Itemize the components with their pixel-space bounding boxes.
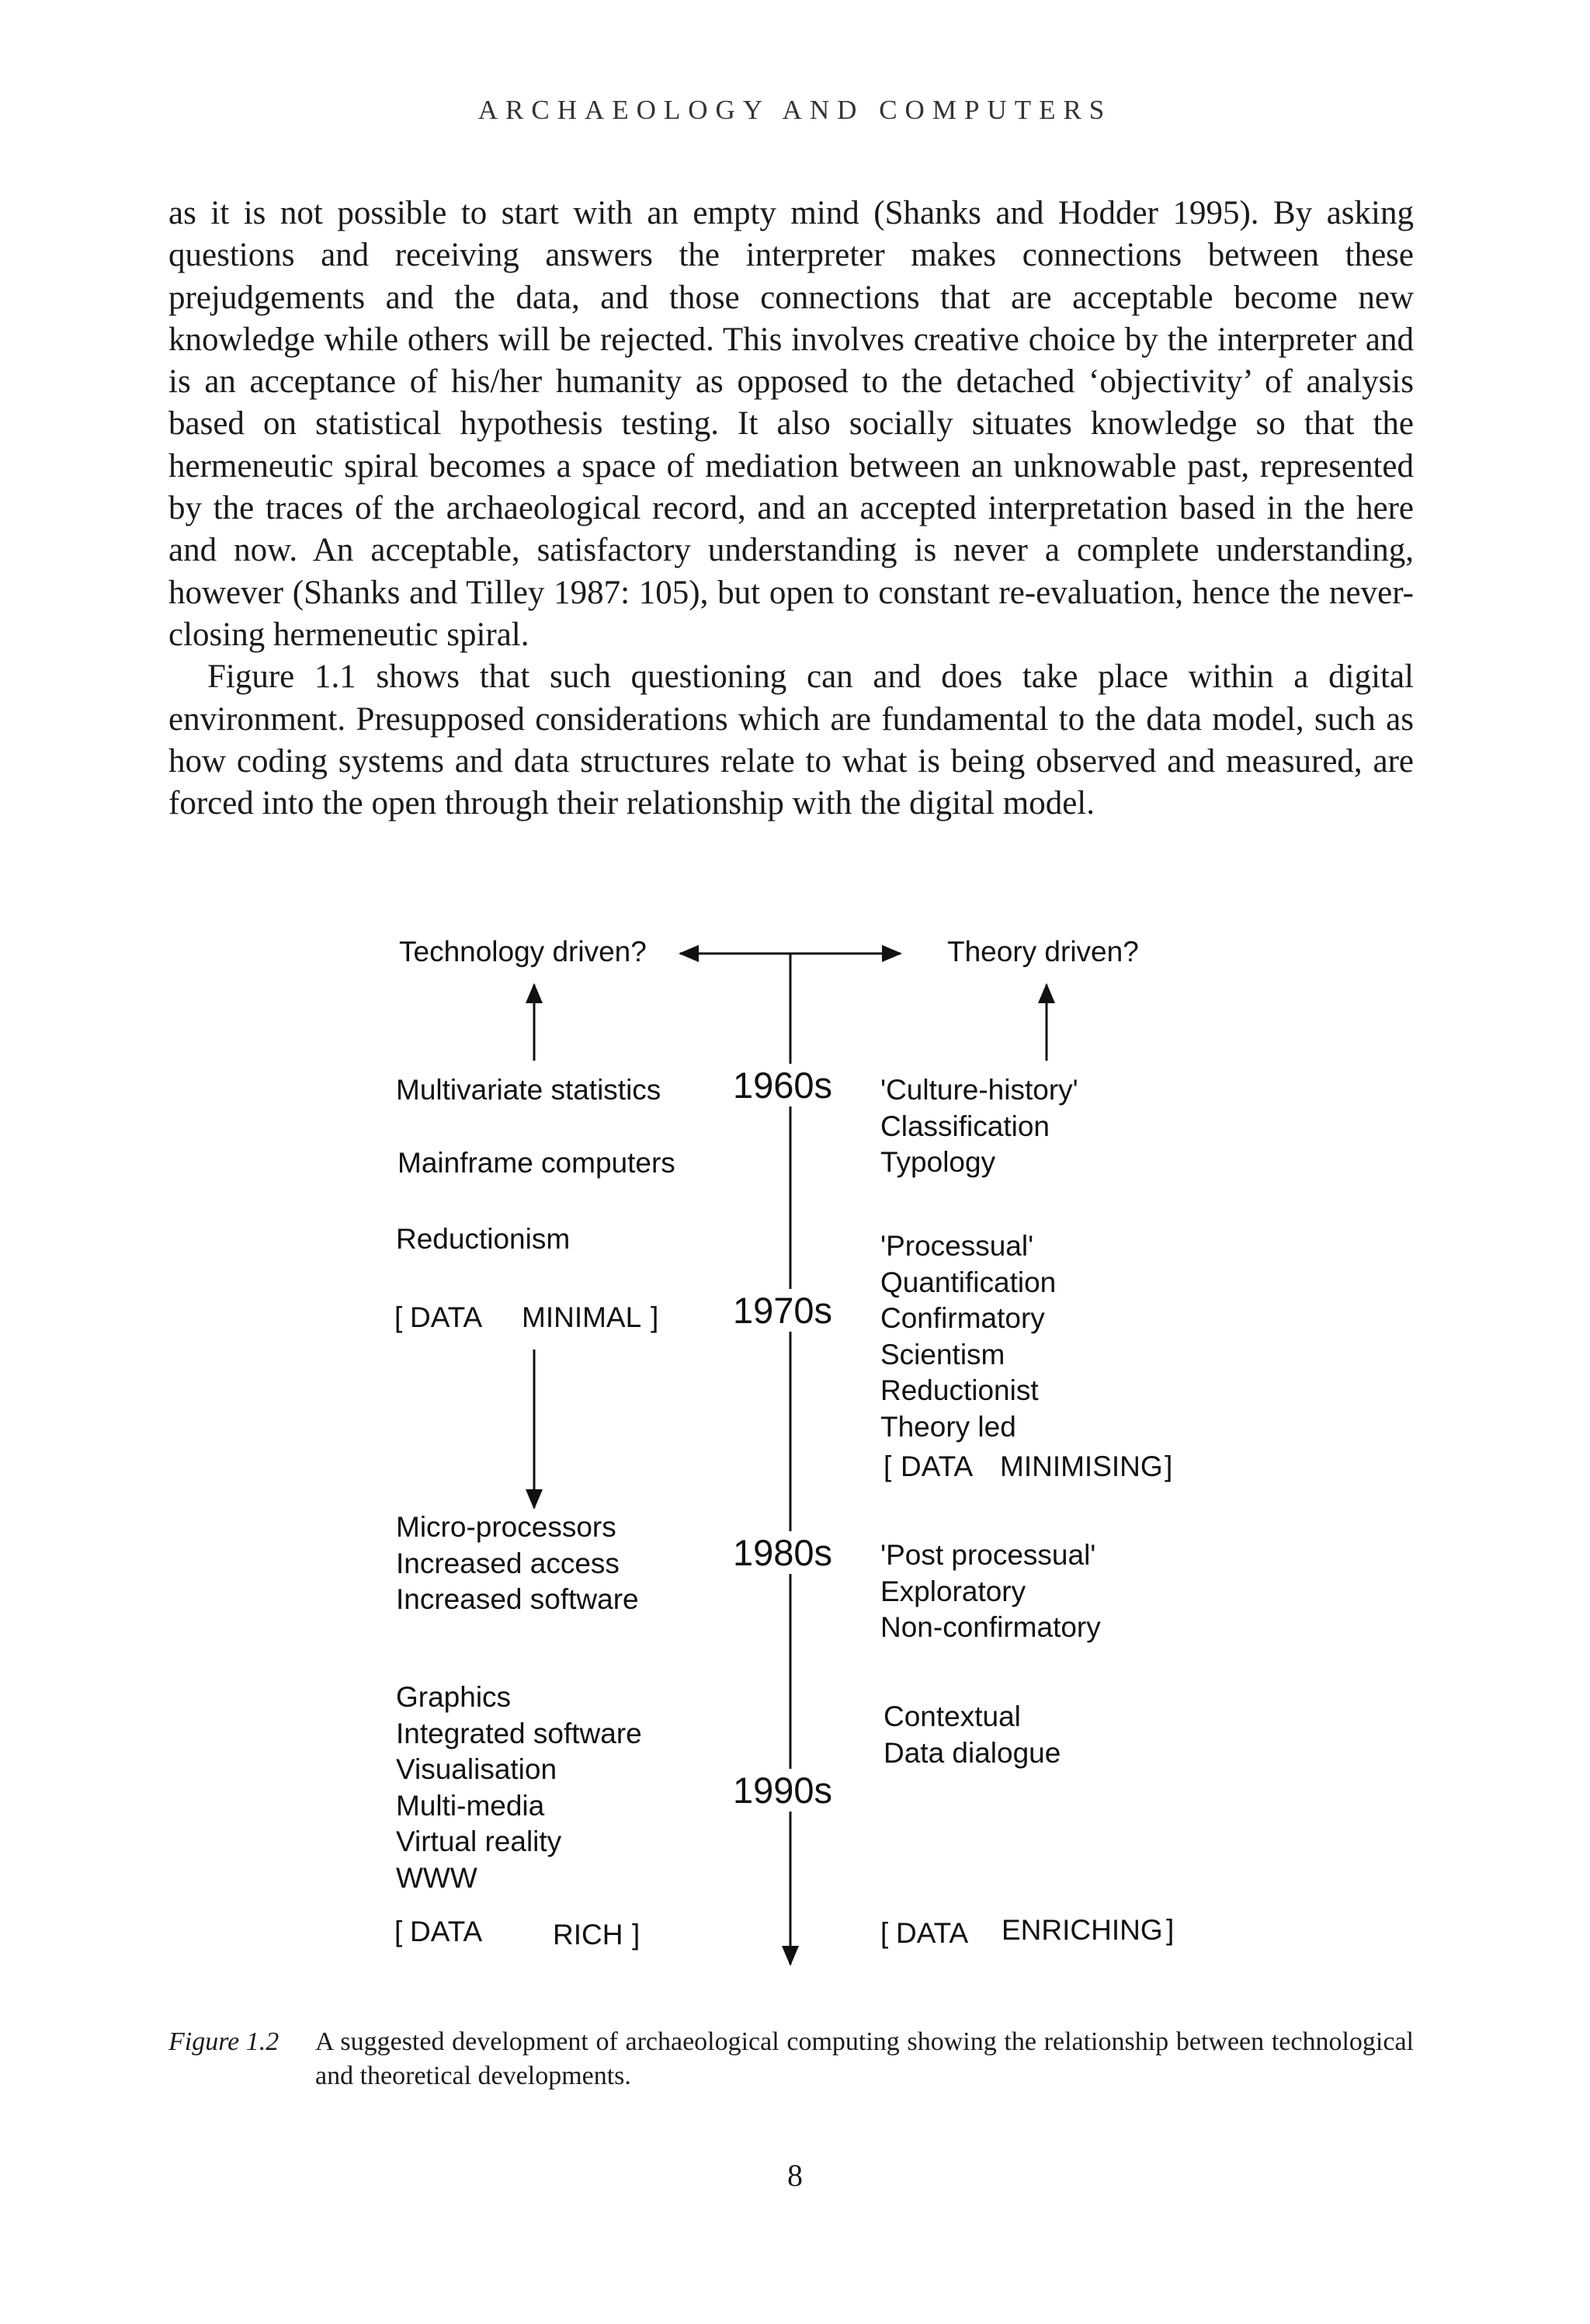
right-group	[880, 1537, 1101, 1646]
left-item: Graphics	[396, 1681, 512, 1713]
caption-text: A suggested development of archaeological computing showing the relationship between technological and theoretical developments.	[315, 2027, 1414, 2090]
bracket-close: ]	[1165, 1450, 1173, 1482]
left-item: Multivariate statistics	[396, 1074, 661, 1106]
theory-driven-label: Theory driven?	[947, 936, 1139, 967]
decade-label: 1980s	[728, 1531, 837, 1574]
left-item: Reductionism	[396, 1223, 571, 1255]
right-item: Data dialogue	[884, 1736, 1061, 1769]
right-item: Quantification	[880, 1266, 1057, 1298]
right-item: 'Post processual'	[880, 1539, 1096, 1571]
right-item: Contextual	[884, 1700, 1021, 1732]
bracket-open: [	[880, 1917, 889, 1949]
right-item: Reductionist	[880, 1374, 1039, 1406]
right-item: Classification	[880, 1110, 1050, 1142]
right-item: Confirmatory	[880, 1302, 1045, 1334]
bracket-close: ]	[651, 1301, 659, 1333]
data-word: DATA	[901, 1450, 974, 1482]
right-group	[884, 1699, 1061, 1771]
caption-label: Figure 1.2	[168, 2027, 279, 2056]
left-item: Virtual reality	[396, 1826, 562, 1857]
left-group	[396, 1509, 639, 1618]
right-item: Non-confirmatory	[880, 1611, 1101, 1643]
decade-label: 1970s	[728, 1289, 837, 1332]
left-item: Increased software	[396, 1583, 639, 1615]
data-word: MINIMAL	[522, 1301, 642, 1333]
paragraph: Figure 1.1 shows that such questioning can and does take place within a digital environment. Presupposed considerations which are fundamental to the data model, such as how coding systems and data structures relate to what is being observed and measured, are forced into the open through their relationship with the digital model.	[168, 658, 1414, 822]
bracket-open: [	[394, 1916, 403, 1947]
right-item: 'Culture-history'	[880, 1074, 1078, 1106]
left-item: Micro-processors	[396, 1511, 616, 1543]
left-item: Visualisation	[396, 1753, 557, 1785]
left-item: Integrated software	[396, 1717, 642, 1749]
technology-driven-label: Technology driven?	[399, 936, 647, 967]
left-item: Mainframe computers	[398, 1147, 675, 1179]
left-item: WWW	[396, 1861, 477, 1894]
bracket-open: [	[884, 1450, 892, 1482]
data-word: ENRICHING	[1002, 1914, 1163, 1946]
right-item: Typology	[880, 1146, 996, 1178]
data-word: DATA	[410, 1301, 483, 1333]
data-word: RICH	[553, 1919, 623, 1951]
right-item: 'Processual'	[880, 1230, 1034, 1262]
bracket-open: [	[394, 1301, 403, 1333]
right-group	[880, 1072, 1078, 1181]
decade-label: 1990s	[728, 1769, 837, 1812]
body-text	[168, 193, 1414, 825]
decade-label: 1960s	[728, 1064, 837, 1106]
page-number: 8	[787, 2158, 803, 2193]
data-word: DATA	[410, 1916, 483, 1947]
bracket-close: ]	[1166, 1914, 1175, 1946]
left-item: Increased access	[396, 1547, 620, 1579]
right-group	[880, 1228, 1056, 1445]
figure-caption	[168, 2025, 1414, 2093]
data-word: MINIMISING	[1000, 1450, 1163, 1482]
data-word: DATA	[896, 1917, 969, 1949]
right-item: Scientism	[880, 1338, 1005, 1370]
bracket-close: ]	[632, 1919, 641, 1951]
left-group	[396, 1680, 642, 1896]
right-item: Theory led	[880, 1410, 1016, 1443]
running-head: ARCHAEOLOGY AND COMPUTERS	[477, 95, 1113, 125]
left-item: Multi-media	[396, 1789, 545, 1822]
paragraph: as it is not possible to start with an empty mind (Shanks and Hodder 1995). By asking questions and receiving answers the interpreter makes connections between these prejudgements and the data, and those connections that are acceptable become new knowledge while others will be rejected. This involves creative choice by the interpreter and is an acceptance of his/her humanity as opposed to the detached ‘objectivity’ of analysis based on statistical hypothesis testing. It also socially situates knowledge so that the hermeneutic spiral becomes a space of mediation between an unknowable past, represented by the traces of the archaeological record, and an accepted interpretation based in the here and now. An acceptable, satisfactory understanding is never a complete understanding, however (Shanks and Tilley 1987: 105), but open to constant re-evaluation, hence the never-closing hermeneutic spiral.	[168, 195, 1414, 653]
right-item: Exploratory	[880, 1575, 1026, 1607]
